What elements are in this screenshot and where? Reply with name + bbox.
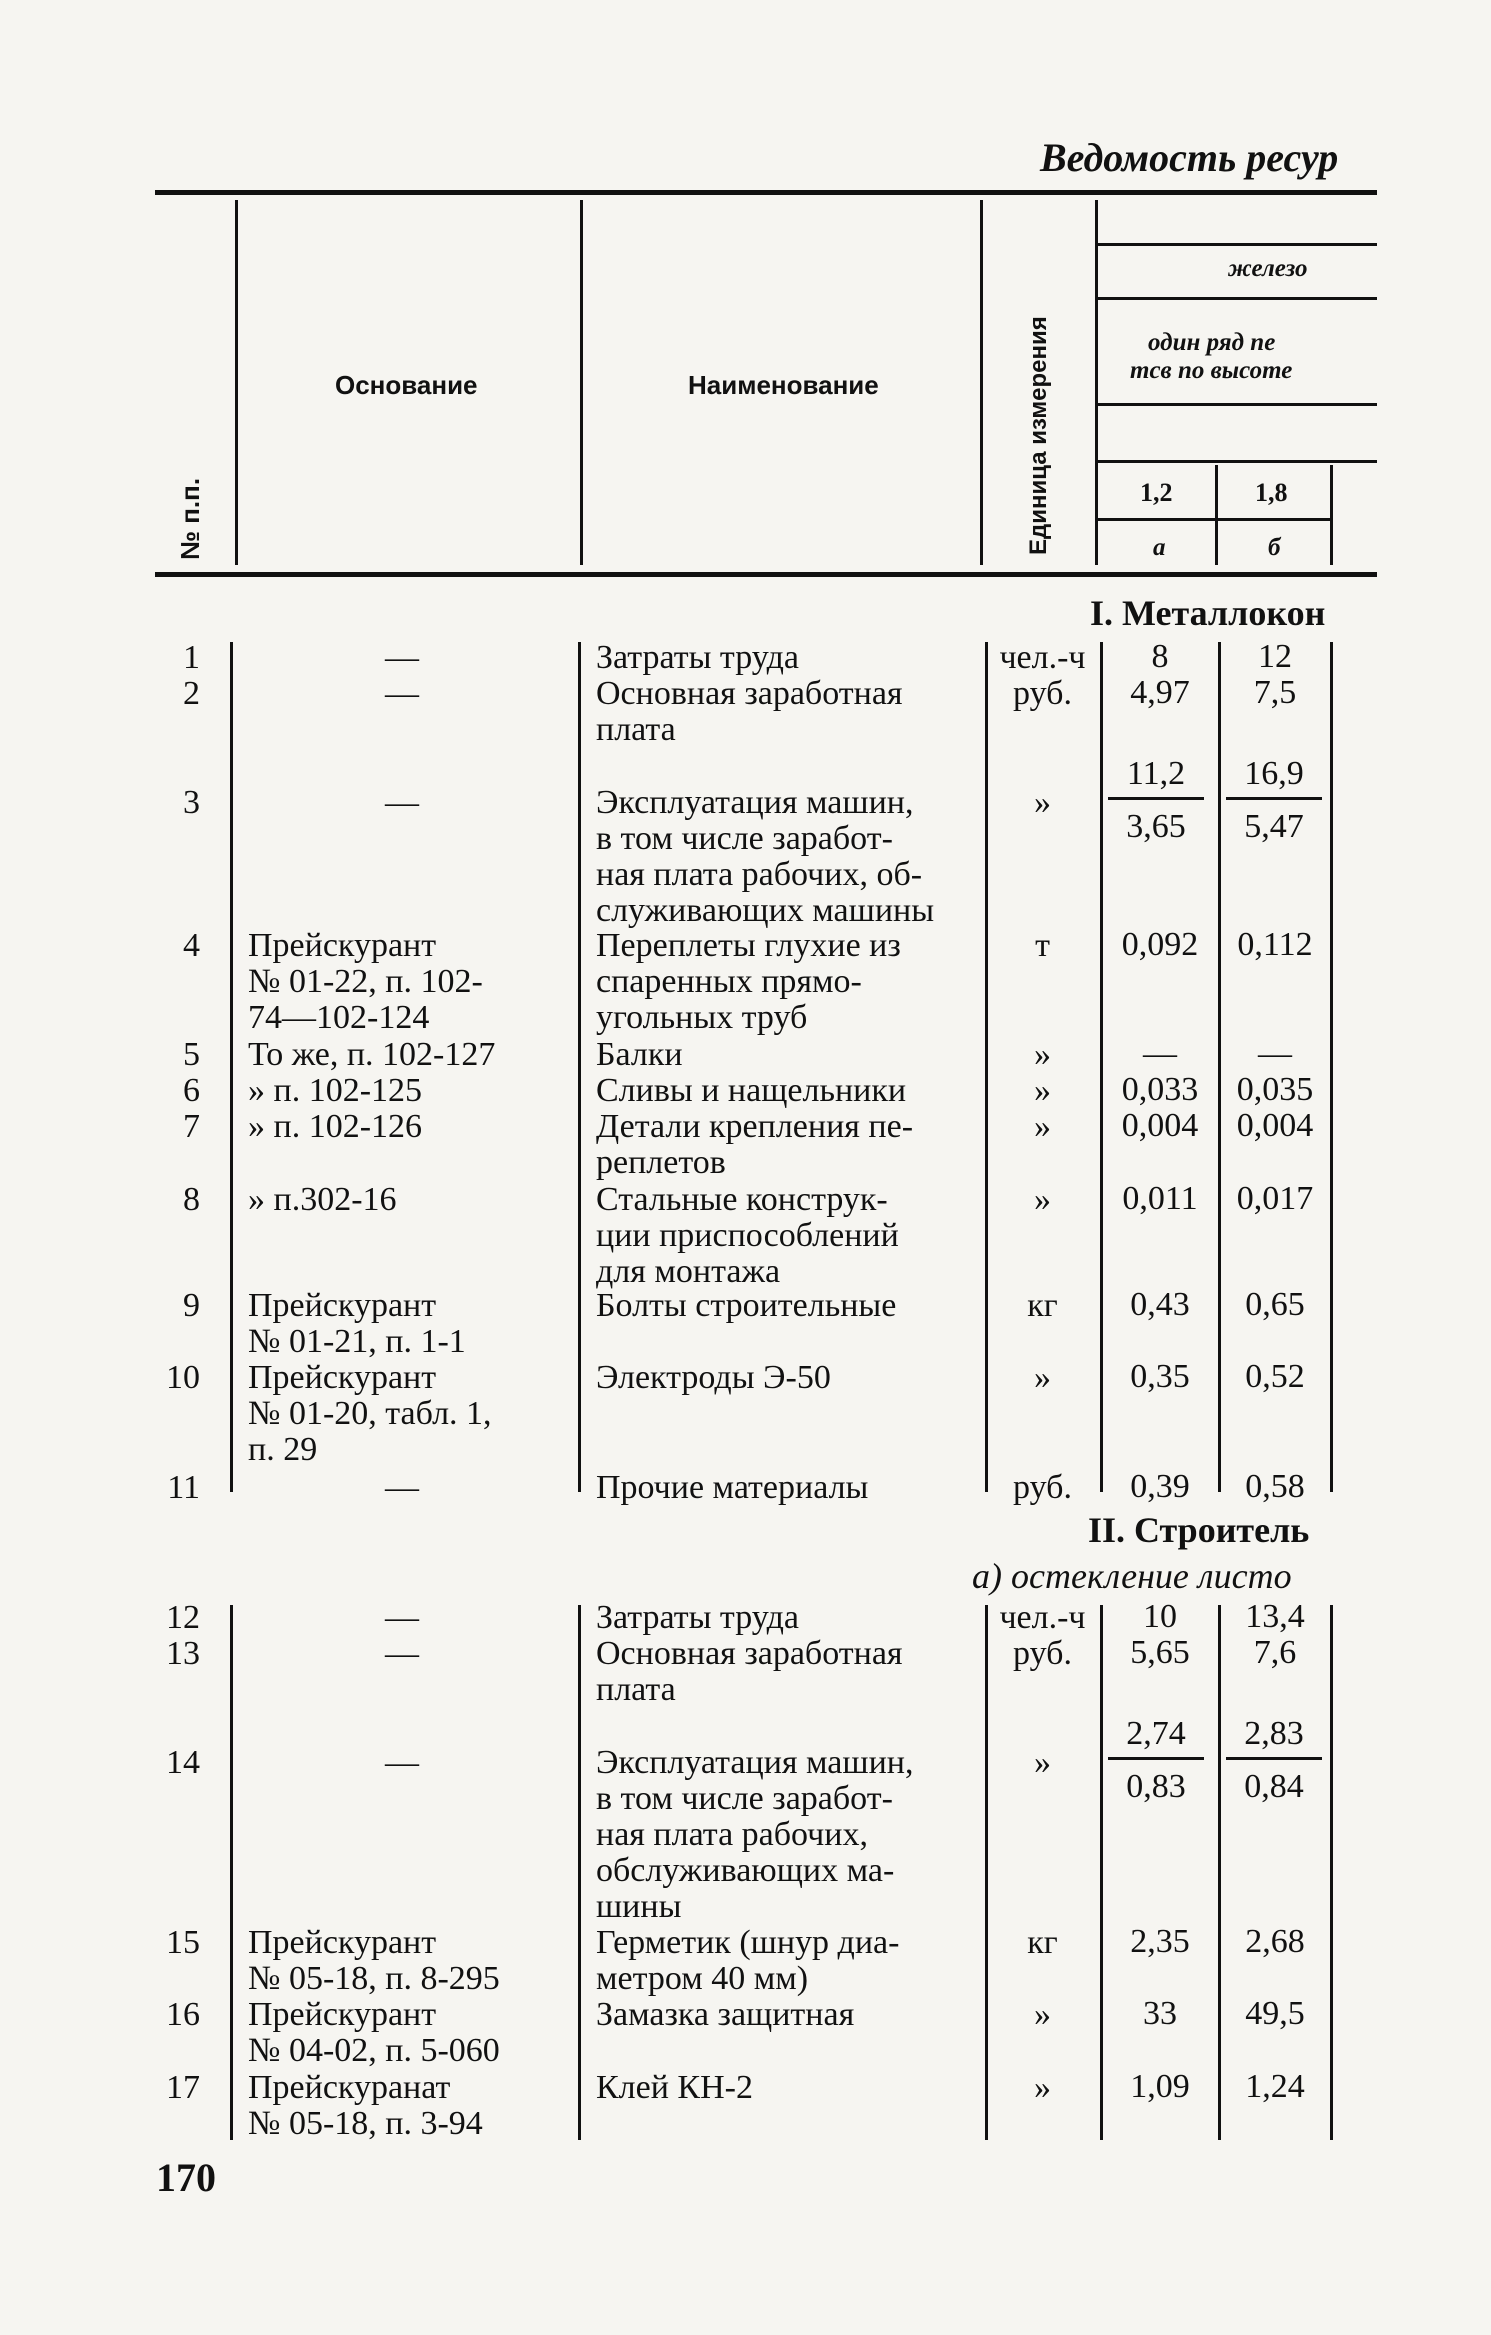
row-number: 4 [183,927,200,964]
row-basis: № 01-20, табл. 1, [248,1395,492,1432]
row-basis: — [385,1744,419,1781]
row-name: в том числе заработ- [596,1780,893,1817]
row-value-b: 0,112 [1237,926,1313,963]
row-unit: » [1034,1744,1051,1781]
row-number: 1 [183,639,200,676]
row-basis: — [385,1469,419,1506]
row-unit: » [1034,1072,1051,1109]
row-number: 3 [183,784,200,821]
row-unit: кг [1027,1924,1058,1961]
row-name: Переплеты глухие из [596,927,901,964]
header-divider [1330,465,1333,565]
row-value-a: 5,65 [1130,1634,1190,1671]
row-basis: № 05-18, п. 3-94 [248,2105,483,2142]
row-basis: — [385,784,419,821]
section-title: I. Металлокон [1090,593,1326,633]
header-divider [1095,200,1098,565]
row-basis: » п.302-16 [248,1181,397,1218]
row-number: 13 [166,1635,200,1672]
page-number: 170 [156,2155,216,2200]
row-name: Балки [596,1036,683,1073]
row-number: 11 [167,1469,200,1506]
row-value-a: 2,35 [1130,1923,1190,1960]
row-name: метром 40 мм) [596,1960,809,1997]
body-rule [578,642,581,1492]
header-bottom-rule [155,572,1377,577]
row-name: для монтажа [596,1253,781,1290]
row-value-b: — [1258,1035,1292,1072]
row-value-a: 4,97 [1130,674,1190,711]
header-subrule [1098,243,1377,246]
row-value-b: 2,68 [1245,1923,1305,1960]
row-name: Стальные конструк- [596,1181,888,1218]
row-value-b-fraction [1226,1715,1322,1806]
row-name: Клей КН-2 [596,2069,753,2106]
header-subrule [1098,518,1333,521]
row-value-a: 0,39 [1130,1468,1190,1505]
header-col-name: Наименование [688,370,879,400]
row-number: 17 [166,2069,200,2106]
row-name: Электроды Э-50 [596,1359,831,1396]
row-unit: » [1034,1181,1051,1218]
header-col-b-letter: б [1268,534,1281,561]
row-unit: » [1034,1359,1051,1396]
row-name: Основная заработная [596,675,903,712]
header-divider [980,200,983,565]
header-col-no: № п.п. [175,477,205,560]
row-name: Эксплуатация машин, [596,784,914,821]
row-unit: т [1035,927,1050,964]
row-value-b: 0,65 [1245,1286,1305,1323]
header-col-a-value: 1,2 [1140,478,1173,507]
section-title: II. Строитель [1088,1510,1310,1550]
row-value-a-top: 11,2 [1108,755,1204,800]
body-rule [1218,1605,1221,2140]
row-basis: » п. 102-125 [248,1072,423,1109]
row-value-b: 0,52 [1245,1358,1305,1395]
row-number: 8 [183,1181,200,1218]
row-value-a: 0,43 [1130,1286,1190,1323]
row-name: ная плата рабочих, [596,1816,868,1853]
row-name: обслуживающих ма- [596,1852,895,1889]
row-value-a-bottom: 0,83 [1126,1768,1186,1805]
row-value-a: 0,35 [1130,1358,1190,1395]
row-name: Эксплуатация машин, [596,1744,914,1781]
row-name: ная плата рабочих, об- [596,856,923,893]
row-name: в том числе заработ- [596,820,893,857]
row-unit: » [1034,1036,1051,1073]
row-basis: Прейскурант [248,1287,437,1324]
row-number: 9 [183,1287,200,1324]
row-name: Болты строительные [596,1287,897,1324]
row-name: Детали крепления пе- [596,1108,914,1145]
row-value-b: 7,5 [1253,674,1297,711]
row-name: Сливы и нащельники [596,1072,907,1109]
row-basis: 74—102-124 [248,999,430,1036]
body-rule [1218,642,1221,1492]
header-top-rule [155,190,1377,195]
row-value-b-bottom: 0,84 [1244,1768,1304,1805]
row-basis: » п. 102-126 [248,1108,423,1145]
header-col-a-letter: а [1153,534,1166,561]
row-value-b: 49,5 [1245,1995,1305,2032]
row-basis: Прейскурант [248,927,437,964]
row-unit: » [1034,784,1051,821]
row-name: реплетов [596,1144,726,1181]
row-value-b: 12 [1258,638,1292,675]
row-number: 7 [183,1108,200,1145]
row-name: плата [596,711,676,748]
body-rule [230,1605,233,2140]
row-value-b: 0,035 [1236,1071,1314,1108]
row-value-a: 33 [1143,1995,1177,2032]
row-unit: » [1034,1108,1051,1145]
row-value-a: 0,004 [1121,1107,1199,1144]
row-value-b-bottom: 5,47 [1244,808,1304,845]
row-unit: руб. [1013,675,1072,712]
body-rule [985,642,988,1492]
row-name: ции приспособлений [596,1217,899,1254]
row-value-a-top: 2,74 [1108,1715,1204,1760]
body-rule [1100,1605,1103,2140]
row-basis: — [385,1599,419,1636]
row-value-b-top: 16,9 [1226,755,1322,800]
row-basis: п. 29 [248,1431,318,1468]
row-name: служивающих машины [596,892,935,929]
header-subrule [1098,460,1377,463]
row-value-a: 10 [1143,1598,1177,1635]
row-value-a: 1,09 [1130,2068,1190,2105]
row-value-a-fraction [1108,755,1204,846]
row-number: 5 [183,1036,200,1073]
row-number: 6 [183,1072,200,1109]
body-rule [985,1605,988,2140]
row-basis: Прейскурант [248,1924,437,1961]
row-name: Основная заработная [596,1635,903,1672]
body-rule [1330,642,1333,1492]
row-number: 10 [166,1359,200,1396]
row-name: Затраты труда [596,639,800,676]
row-unit: руб. [1013,1469,1072,1506]
header-col-unit: Единица измерения [1025,316,1052,555]
row-number: 2 [183,675,200,712]
row-name: плата [596,1671,676,1708]
row-basis: Прейскурант [248,1359,437,1396]
row-basis: — [385,675,419,712]
header-subgroup-line1: один ряд пе [1148,329,1276,356]
row-unit: чел.-ч [999,639,1086,676]
row-basis: № 01-21, п. 1-1 [248,1323,466,1360]
row-unit: руб. [1013,1635,1072,1672]
header-col-basis: Основание [335,370,478,400]
row-name: спаренных прямо- [596,963,862,1000]
header-subgroup-line2: тсв по высоте [1130,357,1293,384]
header-divider [1215,465,1218,565]
row-unit: кг [1027,1287,1058,1324]
row-basis: — [385,639,419,676]
row-value-b: 0,58 [1245,1468,1305,1505]
row-number: 12 [166,1599,200,1636]
row-value-b: 7,6 [1253,1634,1297,1671]
row-value-a: — [1143,1035,1177,1072]
row-number: 14 [166,1744,200,1781]
row-basis: — [385,1635,419,1672]
row-basis: Прейскурант [248,1996,437,2033]
row-value-b: 13,4 [1245,1598,1305,1635]
row-number: 16 [166,1996,200,2033]
running-head: Ведомость ресур [1040,135,1339,180]
row-value-b-top: 2,83 [1226,1715,1322,1760]
row-value-a: 0,011 [1122,1180,1198,1217]
row-value-b: 0,004 [1236,1107,1314,1144]
header-subrule [1098,297,1377,300]
row-basis: № 01-22, п. 102- [248,963,483,1000]
row-value-a-bottom: 3,65 [1126,808,1186,845]
row-unit: » [1034,2069,1051,2106]
row-value-a-fraction [1108,1715,1204,1806]
row-name: шины [596,1888,682,1925]
row-basis: То же, п. 102-127 [248,1036,496,1073]
row-value-b: 0,017 [1236,1180,1314,1217]
row-basis: Прейскуранат [248,2069,451,2106]
row-value-b: 1,24 [1245,2068,1305,2105]
row-number: 15 [166,1924,200,1961]
row-value-b-fraction [1226,755,1322,846]
section-subtitle: а) остекление листо [972,1556,1292,1596]
row-value-a: 0,033 [1121,1071,1199,1108]
header-divider [235,200,238,565]
body-rule [1330,1605,1333,2140]
body-rule [578,1605,581,2140]
header-group: железо [1228,255,1308,282]
row-value-a: 8 [1151,638,1169,675]
row-basis: № 04-02, п. 5-060 [248,2032,500,2069]
body-rule [230,642,233,1492]
row-name: Герметик (шнур диа- [596,1924,900,1961]
row-unit: » [1034,1996,1051,2033]
row-name: угольных труб [596,999,808,1036]
header-subrule [1098,403,1377,406]
row-unit: чел.-ч [999,1599,1086,1636]
row-name: Замазка защитная [596,1996,855,2033]
row-name: Прочие материалы [596,1469,869,1506]
header-col-b-value: 1,8 [1255,478,1288,507]
row-value-a: 0,092 [1121,926,1199,963]
header-divider [580,200,583,565]
body-rule [1100,642,1103,1492]
row-name: Затраты труда [596,1599,800,1636]
row-basis: № 05-18, п. 8-295 [248,1960,500,1997]
